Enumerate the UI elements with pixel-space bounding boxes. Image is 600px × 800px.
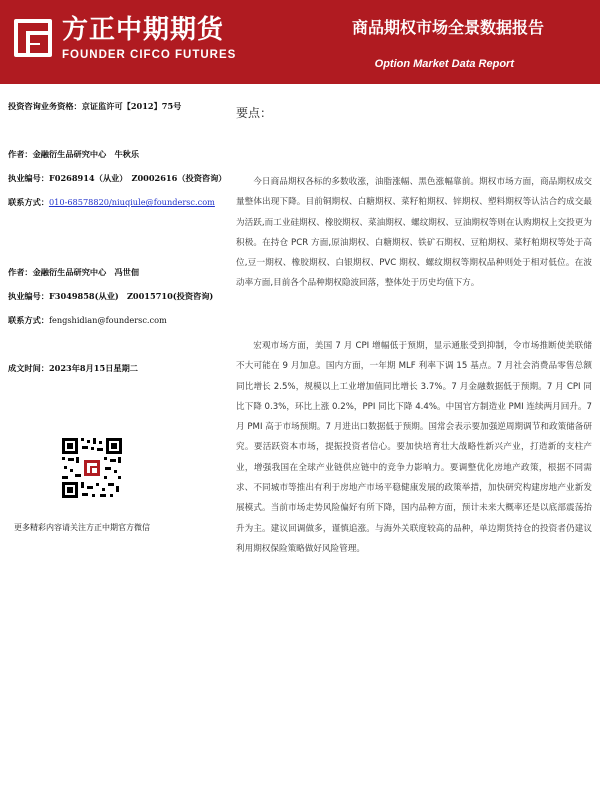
qr-caption: 更多精彩内容请关注方正中期官方微信: [14, 523, 150, 532]
author2-license: 执业编号：F3049858(从业) Z0015710(投资咨询): [8, 291, 214, 301]
report-subtitle: Option Market Data Report: [374, 58, 514, 70]
report-title: 商品期权市场全景数据报告: [351, 18, 544, 37]
author2-contact-value[interactable]: fengshidian@foundersc.com: [48, 315, 167, 325]
brand-name-en: FOUNDER CIFCO FUTURES: [62, 49, 237, 61]
author1-contact-link[interactable]: 010-68578820/niuqiule@foundersc.com: [48, 197, 215, 207]
brand-name-cn: 方正中期期货: [62, 15, 225, 45]
founder-logo-icon: [14, 19, 52, 57]
qualification-line: 投资咨询业务资格：京证监许可【2012】75号: [8, 101, 182, 111]
author1-contact: 联系方式：010-68578820/niuqiule@foundersc.com: [8, 197, 215, 207]
author2-name: 作者：金融衍生品研究中心 冯世佃: [8, 267, 140, 277]
summary-paragraph-macro: 宏观市场方面，美国 7 月 CPI 增幅低于预期，显示通胀受到抑制，令市场推断使美联储不大可能在 9 月加息。国内方面，一年期 MLF 利率下调 15 基点。7 月社会消费品零售总额同比增长 2.5%，规模以上工业增加值同比增长 3.7%。7 月金融数据低于预期。7 月 CPI 同比下降 0.3%，环比上涨 0.2%，PPI 同比下降 4.4%。中国官方制造业 PMI 连续两月回升。7 月 PMI 高于市场预期。7 月进出口数据低于预期。国常会表示要加强逆周期调节和政策储备研究。要活跃资本市场，提振投资者信心。要加快培育壮大战略性新兴产业，打造新的支柱产业，增强我国在全球产业链供应链中的竞争力影响力。要调整优化房地产政策，根据不同需求、不同城市等推出有利于房地产市场平稳健康发展的政策举措，加快研究构建房地产业新发展模式。当前市场走势风险偏好有所下降，国内品种方面，预计未来大概率还是以底部震荡抬升为主。建议回调做多，谨慎追涨。与海外关联度较高的品种，单边期货持仓的投资者仍建议利用期权保险策略做好风险管理。: [236, 341, 593, 554]
report-date: 成文时间：2023年8月15日星期二: [8, 363, 138, 373]
author1-license: 执业编号：F0268914（从业） Z0002616（投资咨询）: [8, 173, 227, 183]
wechat-qr-code[interactable]: [60, 436, 124, 500]
summary-paragraph-options: 今日商品期权各标的多数收涨，油脂涨幅、黑色涨幅靠前。期权市场方面，商品期权成交量整体出现下降。目前铜期权、白糖期权、菜籽粕期权、锌期权、塑料期权等认沽合约成交最为活跃,而工业硅期权、橡胶期权、菜油期权、螺纹期权、豆油期权等则在认购期权上交投更为积极。在持仓 PCR 方面,原油期权、白糖期权、铁矿石期权、豆粕期权、菜籽粕期权等处于高位,豆一期权、橡胶期权、白银期权、PVC 期权、螺纹期权等期权品种则处于相对低位。在波动率方面,目前各个品种期权隐波回落，整体处于历史均值下方。: [236, 177, 592, 289]
report-header: [0, 0, 600, 84]
author2-contact: 联系方式：fengshidian@foundersc.com: [8, 315, 167, 325]
author1-name: 作者：金融衍生品研究中心 牛秋乐: [8, 149, 140, 159]
key-points-heading: 要点：: [236, 106, 273, 120]
